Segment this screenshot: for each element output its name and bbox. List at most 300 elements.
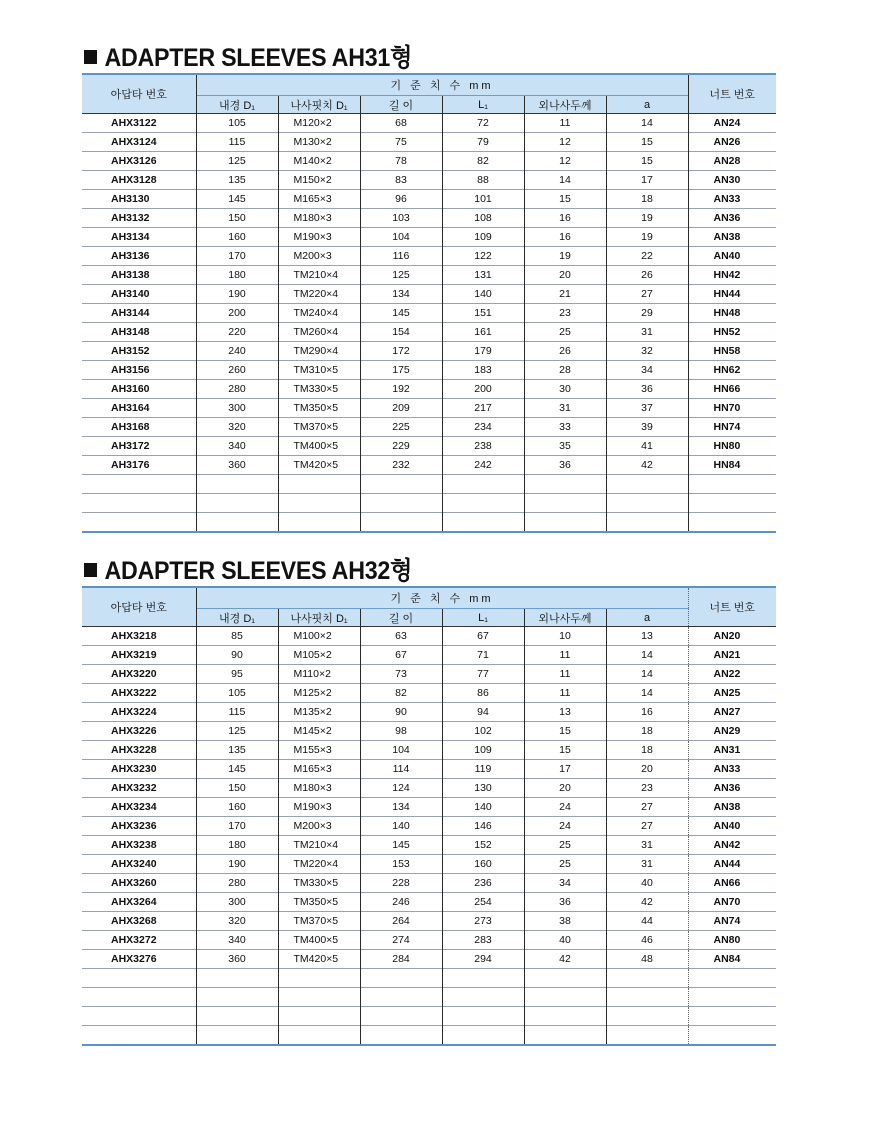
cell-length: 140 bbox=[360, 817, 442, 836]
cell-a: 20 bbox=[606, 760, 688, 779]
table-ah32-container bbox=[82, 586, 776, 1046]
cell-thread-pitch: TM350×5 bbox=[278, 893, 360, 912]
header-nut-no: 너트 번호 bbox=[688, 74, 776, 114]
cell-a: 14 bbox=[606, 646, 688, 665]
header-thread-pitch: 나사핏치 D₁ bbox=[278, 609, 360, 627]
cell-l1: 234 bbox=[442, 418, 524, 437]
cell-length: 116 bbox=[360, 247, 442, 266]
table-row bbox=[82, 798, 776, 817]
cell-l1: 161 bbox=[442, 323, 524, 342]
cell-adapter-no: AHX3230 bbox=[82, 760, 196, 779]
cell-inner-diameter: 115 bbox=[196, 133, 278, 152]
cell-thread-pitch: TM310×5 bbox=[278, 361, 360, 380]
cell-outer-thread-thickness: 28 bbox=[524, 361, 606, 380]
table-row bbox=[82, 418, 776, 437]
cell-nut-no: HN66 bbox=[688, 380, 776, 399]
header-outer-thread-thickness: 외나사두께 bbox=[524, 609, 606, 627]
cell-inner-diameter: 160 bbox=[196, 228, 278, 247]
table-row bbox=[82, 912, 776, 931]
table-row bbox=[82, 361, 776, 380]
cell-adapter-no: AH3152 bbox=[82, 342, 196, 361]
cell-nut-no: AN44 bbox=[688, 855, 776, 874]
cell-l1: 238 bbox=[442, 437, 524, 456]
empty-cell bbox=[606, 969, 688, 988]
empty-cell bbox=[196, 1026, 278, 1046]
cell-outer-thread-thickness: 14 bbox=[524, 171, 606, 190]
cell-length: 124 bbox=[360, 779, 442, 798]
cell-length: 90 bbox=[360, 703, 442, 722]
cell-a: 14 bbox=[606, 684, 688, 703]
cell-a: 44 bbox=[606, 912, 688, 931]
cell-adapter-no: AHX3126 bbox=[82, 152, 196, 171]
empty-cell bbox=[360, 969, 442, 988]
cell-l1: 140 bbox=[442, 285, 524, 304]
cell-outer-thread-thickness: 20 bbox=[524, 266, 606, 285]
cell-outer-thread-thickness: 40 bbox=[524, 931, 606, 950]
empty-cell bbox=[688, 969, 776, 988]
cell-length: 284 bbox=[360, 950, 442, 969]
cell-a: 27 bbox=[606, 285, 688, 304]
cell-length: 63 bbox=[360, 627, 442, 646]
cell-inner-diameter: 240 bbox=[196, 342, 278, 361]
header-a: a bbox=[606, 609, 688, 627]
cell-nut-no: AN40 bbox=[688, 817, 776, 836]
cell-length: 67 bbox=[360, 646, 442, 665]
table-row bbox=[82, 190, 776, 209]
cell-l1: 183 bbox=[442, 361, 524, 380]
cell-length: 274 bbox=[360, 931, 442, 950]
cell-l1: 71 bbox=[442, 646, 524, 665]
table-ah31-container bbox=[82, 73, 776, 533]
cell-inner-diameter: 150 bbox=[196, 209, 278, 228]
cell-nut-no: HN44 bbox=[688, 285, 776, 304]
cell-a: 37 bbox=[606, 399, 688, 418]
cell-adapter-no: AHX3124 bbox=[82, 133, 196, 152]
empty-cell bbox=[82, 494, 196, 513]
table-row bbox=[82, 342, 776, 361]
cell-adapter-no: AH3132 bbox=[82, 209, 196, 228]
cell-outer-thread-thickness: 30 bbox=[524, 380, 606, 399]
cell-length: 154 bbox=[360, 323, 442, 342]
empty-cell bbox=[688, 1007, 776, 1026]
cell-a: 19 bbox=[606, 209, 688, 228]
cell-inner-diameter: 320 bbox=[196, 912, 278, 931]
cell-inner-diameter: 150 bbox=[196, 779, 278, 798]
cell-thread-pitch: M200×3 bbox=[278, 817, 360, 836]
cell-inner-diameter: 360 bbox=[196, 456, 278, 475]
cell-inner-diameter: 170 bbox=[196, 247, 278, 266]
cell-thread-pitch: M190×3 bbox=[278, 228, 360, 247]
cell-adapter-no: AHX3240 bbox=[82, 855, 196, 874]
table-row bbox=[82, 171, 776, 190]
cell-outer-thread-thickness: 36 bbox=[524, 893, 606, 912]
empty-cell bbox=[442, 1026, 524, 1046]
cell-adapter-no: AHX3128 bbox=[82, 171, 196, 190]
cell-adapter-no: AHX3228 bbox=[82, 741, 196, 760]
cell-nut-no: HN52 bbox=[688, 323, 776, 342]
empty-cell bbox=[360, 513, 442, 533]
cell-thread-pitch: TM210×4 bbox=[278, 836, 360, 855]
cell-adapter-no: AH3140 bbox=[82, 285, 196, 304]
cell-l1: 294 bbox=[442, 950, 524, 969]
cell-nut-no: HN58 bbox=[688, 342, 776, 361]
table-row bbox=[82, 456, 776, 475]
table-row bbox=[82, 152, 776, 171]
empty-cell bbox=[82, 1007, 196, 1026]
cell-nut-no: AN70 bbox=[688, 893, 776, 912]
cell-inner-diameter: 360 bbox=[196, 950, 278, 969]
cell-nut-no: AN25 bbox=[688, 684, 776, 703]
cell-adapter-no: AHX3219 bbox=[82, 646, 196, 665]
cell-inner-diameter: 190 bbox=[196, 285, 278, 304]
table-row bbox=[82, 209, 776, 228]
cell-length: 192 bbox=[360, 380, 442, 399]
cell-a: 27 bbox=[606, 798, 688, 817]
header-length: 길 이 bbox=[360, 609, 442, 627]
header-nut-no: 너트 번호 bbox=[688, 587, 776, 627]
cell-outer-thread-thickness: 24 bbox=[524, 798, 606, 817]
cell-inner-diameter: 280 bbox=[196, 380, 278, 399]
cell-inner-diameter: 145 bbox=[196, 190, 278, 209]
cell-a: 19 bbox=[606, 228, 688, 247]
table-row bbox=[82, 684, 776, 703]
cell-a: 18 bbox=[606, 741, 688, 760]
header-a: a bbox=[606, 96, 688, 114]
cell-l1: 109 bbox=[442, 741, 524, 760]
empty-cell bbox=[278, 494, 360, 513]
table-row bbox=[82, 627, 776, 646]
cell-thread-pitch: TM210×4 bbox=[278, 266, 360, 285]
cell-l1: 67 bbox=[442, 627, 524, 646]
cell-length: 172 bbox=[360, 342, 442, 361]
cell-outer-thread-thickness: 23 bbox=[524, 304, 606, 323]
cell-outer-thread-thickness: 16 bbox=[524, 209, 606, 228]
cell-length: 114 bbox=[360, 760, 442, 779]
cell-a: 39 bbox=[606, 418, 688, 437]
cell-inner-diameter: 95 bbox=[196, 665, 278, 684]
cell-thread-pitch: M165×3 bbox=[278, 190, 360, 209]
cell-a: 29 bbox=[606, 304, 688, 323]
cell-l1: 140 bbox=[442, 798, 524, 817]
cell-inner-diameter: 90 bbox=[196, 646, 278, 665]
cell-adapter-no: AHX3232 bbox=[82, 779, 196, 798]
cell-thread-pitch: M145×2 bbox=[278, 722, 360, 741]
cell-length: 145 bbox=[360, 304, 442, 323]
cell-thread-pitch: M180×3 bbox=[278, 779, 360, 798]
empty-cell bbox=[606, 1007, 688, 1026]
cell-thread-pitch: M140×2 bbox=[278, 152, 360, 171]
cell-adapter-no: AH3138 bbox=[82, 266, 196, 285]
cell-a: 40 bbox=[606, 874, 688, 893]
cell-nut-no: HN70 bbox=[688, 399, 776, 418]
cell-outer-thread-thickness: 38 bbox=[524, 912, 606, 931]
cell-outer-thread-thickness: 19 bbox=[524, 247, 606, 266]
cell-nut-no: AN66 bbox=[688, 874, 776, 893]
cell-l1: 122 bbox=[442, 247, 524, 266]
cell-inner-diameter: 135 bbox=[196, 741, 278, 760]
cell-length: 209 bbox=[360, 399, 442, 418]
cell-outer-thread-thickness: 35 bbox=[524, 437, 606, 456]
cell-thread-pitch: TM370×5 bbox=[278, 912, 360, 931]
table-row bbox=[82, 950, 776, 969]
cell-adapter-no: AH3172 bbox=[82, 437, 196, 456]
table-row bbox=[82, 703, 776, 722]
empty-cell bbox=[606, 1026, 688, 1046]
cell-adapter-no: AH3176 bbox=[82, 456, 196, 475]
table-ah32 bbox=[82, 586, 776, 1046]
empty-table-row bbox=[82, 494, 776, 513]
cell-length: 153 bbox=[360, 855, 442, 874]
table-row bbox=[82, 437, 776, 456]
square-bullet-icon bbox=[84, 563, 97, 577]
cell-l1: 242 bbox=[442, 456, 524, 475]
cell-thread-pitch: M165×3 bbox=[278, 760, 360, 779]
cell-adapter-no: AH3136 bbox=[82, 247, 196, 266]
cell-outer-thread-thickness: 10 bbox=[524, 627, 606, 646]
cell-outer-thread-thickness: 13 bbox=[524, 703, 606, 722]
cell-l1: 254 bbox=[442, 893, 524, 912]
cell-inner-diameter: 300 bbox=[196, 893, 278, 912]
cell-nut-no: AN28 bbox=[688, 152, 776, 171]
cell-a: 22 bbox=[606, 247, 688, 266]
cell-inner-diameter: 280 bbox=[196, 874, 278, 893]
cell-length: 246 bbox=[360, 893, 442, 912]
cell-length: 75 bbox=[360, 133, 442, 152]
table-row bbox=[82, 779, 776, 798]
cell-thread-pitch: TM400×5 bbox=[278, 931, 360, 950]
cell-a: 14 bbox=[606, 665, 688, 684]
cell-a: 18 bbox=[606, 722, 688, 741]
empty-cell bbox=[196, 475, 278, 494]
cell-thread-pitch: M120×2 bbox=[278, 114, 360, 133]
cell-l1: 94 bbox=[442, 703, 524, 722]
cell-thread-pitch: M125×2 bbox=[278, 684, 360, 703]
header-adapter-no: 아답타 번호 bbox=[82, 74, 196, 114]
cell-inner-diameter: 190 bbox=[196, 855, 278, 874]
cell-outer-thread-thickness: 24 bbox=[524, 817, 606, 836]
cell-nut-no: AN36 bbox=[688, 209, 776, 228]
empty-cell bbox=[278, 1026, 360, 1046]
cell-length: 96 bbox=[360, 190, 442, 209]
empty-table-row bbox=[82, 988, 776, 1007]
empty-cell bbox=[442, 494, 524, 513]
cell-nut-no: AN33 bbox=[688, 190, 776, 209]
cell-outer-thread-thickness: 16 bbox=[524, 228, 606, 247]
cell-a: 26 bbox=[606, 266, 688, 285]
cell-length: 104 bbox=[360, 228, 442, 247]
cell-inner-diameter: 105 bbox=[196, 684, 278, 703]
cell-adapter-no: AH3168 bbox=[82, 418, 196, 437]
header-l1: L₁ bbox=[442, 96, 524, 114]
empty-table-row bbox=[82, 513, 776, 533]
cell-length: 82 bbox=[360, 684, 442, 703]
header-length: 길 이 bbox=[360, 96, 442, 114]
cell-length: 134 bbox=[360, 798, 442, 817]
cell-adapter-no: AH3156 bbox=[82, 361, 196, 380]
cell-length: 264 bbox=[360, 912, 442, 931]
empty-cell bbox=[442, 475, 524, 494]
header-inner-diameter: 내경 D₁ bbox=[196, 96, 278, 114]
cell-a: 16 bbox=[606, 703, 688, 722]
cell-a: 42 bbox=[606, 893, 688, 912]
cell-nut-no: AN20 bbox=[688, 627, 776, 646]
cell-nut-no: AN80 bbox=[688, 931, 776, 950]
cell-adapter-no: AHX3222 bbox=[82, 684, 196, 703]
cell-inner-diameter: 320 bbox=[196, 418, 278, 437]
cell-inner-diameter: 105 bbox=[196, 114, 278, 133]
cell-length: 104 bbox=[360, 741, 442, 760]
cell-nut-no: AN84 bbox=[688, 950, 776, 969]
cell-nut-no: AN38 bbox=[688, 798, 776, 817]
cell-thread-pitch: TM330×5 bbox=[278, 874, 360, 893]
empty-cell bbox=[82, 475, 196, 494]
cell-length: 229 bbox=[360, 437, 442, 456]
table-row bbox=[82, 817, 776, 836]
empty-cell bbox=[524, 513, 606, 533]
table-row bbox=[82, 114, 776, 133]
cell-l1: 88 bbox=[442, 171, 524, 190]
cell-thread-pitch: TM350×5 bbox=[278, 399, 360, 418]
empty-cell bbox=[524, 1026, 606, 1046]
cell-thread-pitch: TM220×4 bbox=[278, 285, 360, 304]
table-row bbox=[82, 741, 776, 760]
empty-cell bbox=[606, 494, 688, 513]
cell-inner-diameter: 180 bbox=[196, 836, 278, 855]
empty-cell bbox=[688, 475, 776, 494]
empty-cell bbox=[524, 494, 606, 513]
cell-thread-pitch: TM290×4 bbox=[278, 342, 360, 361]
section-title-ah31 bbox=[84, 38, 412, 74]
cell-inner-diameter: 340 bbox=[196, 437, 278, 456]
cell-adapter-no: AHX3264 bbox=[82, 893, 196, 912]
table-ah31 bbox=[82, 73, 776, 533]
cell-inner-diameter: 125 bbox=[196, 722, 278, 741]
empty-cell bbox=[360, 1007, 442, 1026]
cell-thread-pitch: TM330×5 bbox=[278, 380, 360, 399]
cell-length: 83 bbox=[360, 171, 442, 190]
cell-adapter-no: AH3144 bbox=[82, 304, 196, 323]
cell-a: 34 bbox=[606, 361, 688, 380]
empty-cell bbox=[278, 475, 360, 494]
cell-thread-pitch: M155×3 bbox=[278, 741, 360, 760]
cell-l1: 131 bbox=[442, 266, 524, 285]
cell-l1: 109 bbox=[442, 228, 524, 247]
cell-l1: 151 bbox=[442, 304, 524, 323]
cell-thread-pitch: M190×3 bbox=[278, 798, 360, 817]
empty-cell bbox=[360, 988, 442, 1007]
cell-length: 78 bbox=[360, 152, 442, 171]
empty-cell bbox=[442, 1007, 524, 1026]
empty-cell bbox=[82, 969, 196, 988]
header-l1: L₁ bbox=[442, 609, 524, 627]
cell-adapter-no: AHX3276 bbox=[82, 950, 196, 969]
empty-cell bbox=[196, 1007, 278, 1026]
empty-cell bbox=[278, 988, 360, 1007]
empty-cell bbox=[278, 513, 360, 533]
empty-cell bbox=[524, 475, 606, 494]
cell-a: 31 bbox=[606, 855, 688, 874]
cell-length: 228 bbox=[360, 874, 442, 893]
cell-nut-no: HN42 bbox=[688, 266, 776, 285]
cell-thread-pitch: TM370×5 bbox=[278, 418, 360, 437]
cell-l1: 146 bbox=[442, 817, 524, 836]
cell-thread-pitch: M110×2 bbox=[278, 665, 360, 684]
empty-cell bbox=[688, 1026, 776, 1046]
cell-outer-thread-thickness: 25 bbox=[524, 836, 606, 855]
empty-cell bbox=[82, 988, 196, 1007]
cell-nut-no: AN26 bbox=[688, 133, 776, 152]
header-inner-diameter: 내경 D₁ bbox=[196, 609, 278, 627]
cell-l1: 217 bbox=[442, 399, 524, 418]
cell-l1: 86 bbox=[442, 684, 524, 703]
cell-l1: 160 bbox=[442, 855, 524, 874]
square-bullet-icon bbox=[84, 50, 97, 64]
cell-l1: 102 bbox=[442, 722, 524, 741]
cell-outer-thread-thickness: 34 bbox=[524, 874, 606, 893]
cell-a: 18 bbox=[606, 190, 688, 209]
cell-nut-no: HN84 bbox=[688, 456, 776, 475]
cell-inner-diameter: 125 bbox=[196, 152, 278, 171]
cell-nut-no: AN31 bbox=[688, 741, 776, 760]
cell-length: 73 bbox=[360, 665, 442, 684]
cell-outer-thread-thickness: 42 bbox=[524, 950, 606, 969]
cell-inner-diameter: 145 bbox=[196, 760, 278, 779]
cell-adapter-no: AHX3218 bbox=[111, 630, 157, 642]
empty-cell bbox=[606, 988, 688, 1007]
cell-l1: 119 bbox=[442, 760, 524, 779]
cell-inner-diameter: 170 bbox=[196, 817, 278, 836]
table-row bbox=[82, 646, 776, 665]
cell-nut-no: AN40 bbox=[688, 247, 776, 266]
table-row bbox=[82, 247, 776, 266]
table-row bbox=[82, 285, 776, 304]
empty-cell bbox=[442, 988, 524, 1007]
cell-thread-pitch: M180×3 bbox=[278, 209, 360, 228]
cell-thread-pitch: M105×2 bbox=[278, 646, 360, 665]
empty-cell bbox=[360, 494, 442, 513]
cell-length: 98 bbox=[360, 722, 442, 741]
cell-nut-no: AN29 bbox=[688, 722, 776, 741]
cell-nut-no: AN74 bbox=[688, 912, 776, 931]
empty-cell bbox=[196, 494, 278, 513]
cell-nut-no: HN74 bbox=[688, 418, 776, 437]
cell-l1: 200 bbox=[442, 380, 524, 399]
header-thread-pitch: 나사핏치 D₁ bbox=[278, 96, 360, 114]
cell-outer-thread-thickness: 12 bbox=[524, 133, 606, 152]
cell-inner-diameter: 220 bbox=[196, 323, 278, 342]
table-row bbox=[82, 931, 776, 950]
table-row bbox=[82, 399, 776, 418]
cell-adapter-no: AH3160 bbox=[82, 380, 196, 399]
cell-adapter-no: AHX3122 bbox=[111, 117, 157, 129]
table-row bbox=[82, 133, 776, 152]
cell-l1: 273 bbox=[442, 912, 524, 931]
table-row bbox=[82, 893, 776, 912]
empty-cell bbox=[360, 475, 442, 494]
cell-adapter-no: AHX3260 bbox=[82, 874, 196, 893]
empty-cell bbox=[82, 1026, 196, 1046]
cell-l1: 152 bbox=[442, 836, 524, 855]
cell-thread-pitch: TM400×5 bbox=[278, 437, 360, 456]
cell-adapter-no: AHX3268 bbox=[82, 912, 196, 931]
cell-a: 15 bbox=[606, 152, 688, 171]
cell-nut-no: HN80 bbox=[688, 437, 776, 456]
cell-a: 13 bbox=[606, 627, 688, 646]
cell-thread-pitch: TM220×4 bbox=[278, 855, 360, 874]
cell-outer-thread-thickness: 15 bbox=[524, 741, 606, 760]
cell-length: 134 bbox=[360, 285, 442, 304]
cell-outer-thread-thickness: 21 bbox=[524, 285, 606, 304]
